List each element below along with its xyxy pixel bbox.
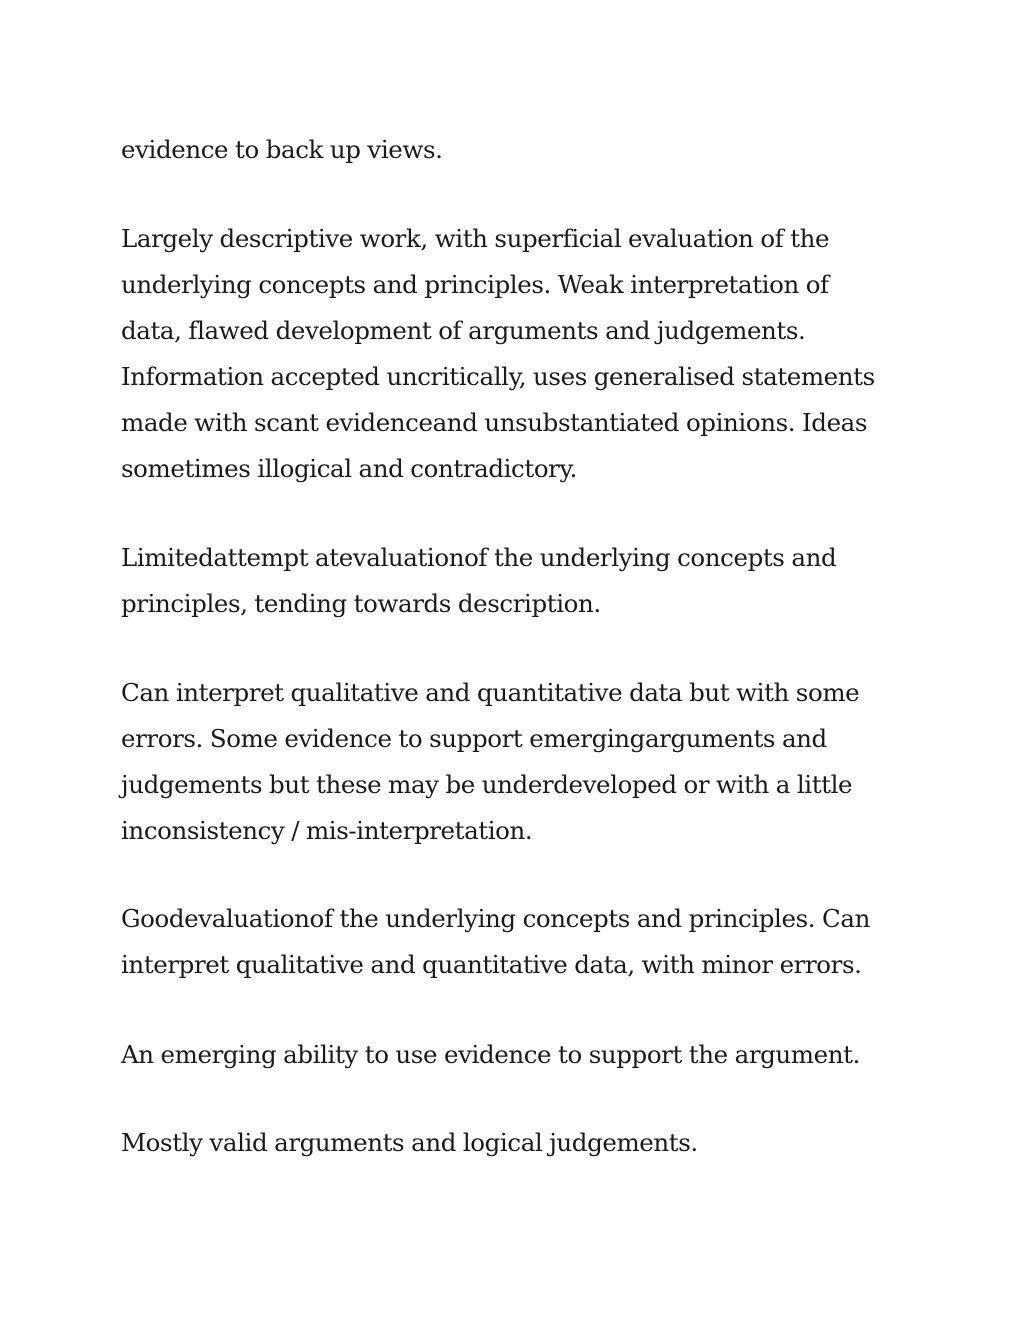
- paragraph-line: Limitedattempt atevaluationof the underlying concepts and: [121, 543, 837, 572]
- paragraph-can-interpret: [121, 670, 921, 854]
- paragraph-line: errors. Some evidence to support emergingarguments and: [121, 724, 827, 753]
- paragraph-line: Information accepted uncritically, uses generalised statements: [121, 362, 875, 391]
- paragraph-line: Can interpret qualitative and quantitative data but with some: [121, 678, 860, 707]
- paragraph-line: Mostly valid arguments and logical judgements.: [121, 1128, 698, 1157]
- paragraph-evidence: [121, 127, 921, 173]
- paragraph-line: data, flawed development of arguments and judgements.: [121, 316, 806, 345]
- paragraph-line: interpret qualitative and quantitative data, with minor errors.: [121, 950, 862, 979]
- paragraph-limited-attempt: [121, 535, 921, 627]
- paragraph-largely-descriptive: [121, 216, 921, 492]
- paragraph-line: judgements but these may be underdeveloped or with a little: [121, 770, 853, 799]
- paragraph-line: evidence to back up views.: [121, 135, 443, 164]
- paragraph-line: inconsistency / mis-interpretation.: [121, 816, 533, 845]
- paragraph-line: sometimes illogical and contradictory.: [121, 454, 578, 483]
- paragraph-line: principles, tending towards description.: [121, 589, 601, 618]
- paragraph-mostly-valid: [121, 1120, 921, 1166]
- paragraph-line: made with scant evidenceand unsubstantiated opinions. Ideas: [121, 408, 868, 437]
- paragraph-line: An emerging ability to use evidence to support the argument.: [121, 1040, 860, 1069]
- paragraph-good-evaluation: [121, 896, 921, 988]
- paragraph-line: Goodevaluationof the underlying concepts and principles. Can: [121, 904, 870, 933]
- paragraph-line: Largely descriptive work, with superficial evaluation of the: [121, 224, 830, 253]
- paragraph-line: underlying concepts and principles. Weak interpretation of: [121, 270, 829, 299]
- paragraph-emerging-ability: [121, 1032, 921, 1078]
